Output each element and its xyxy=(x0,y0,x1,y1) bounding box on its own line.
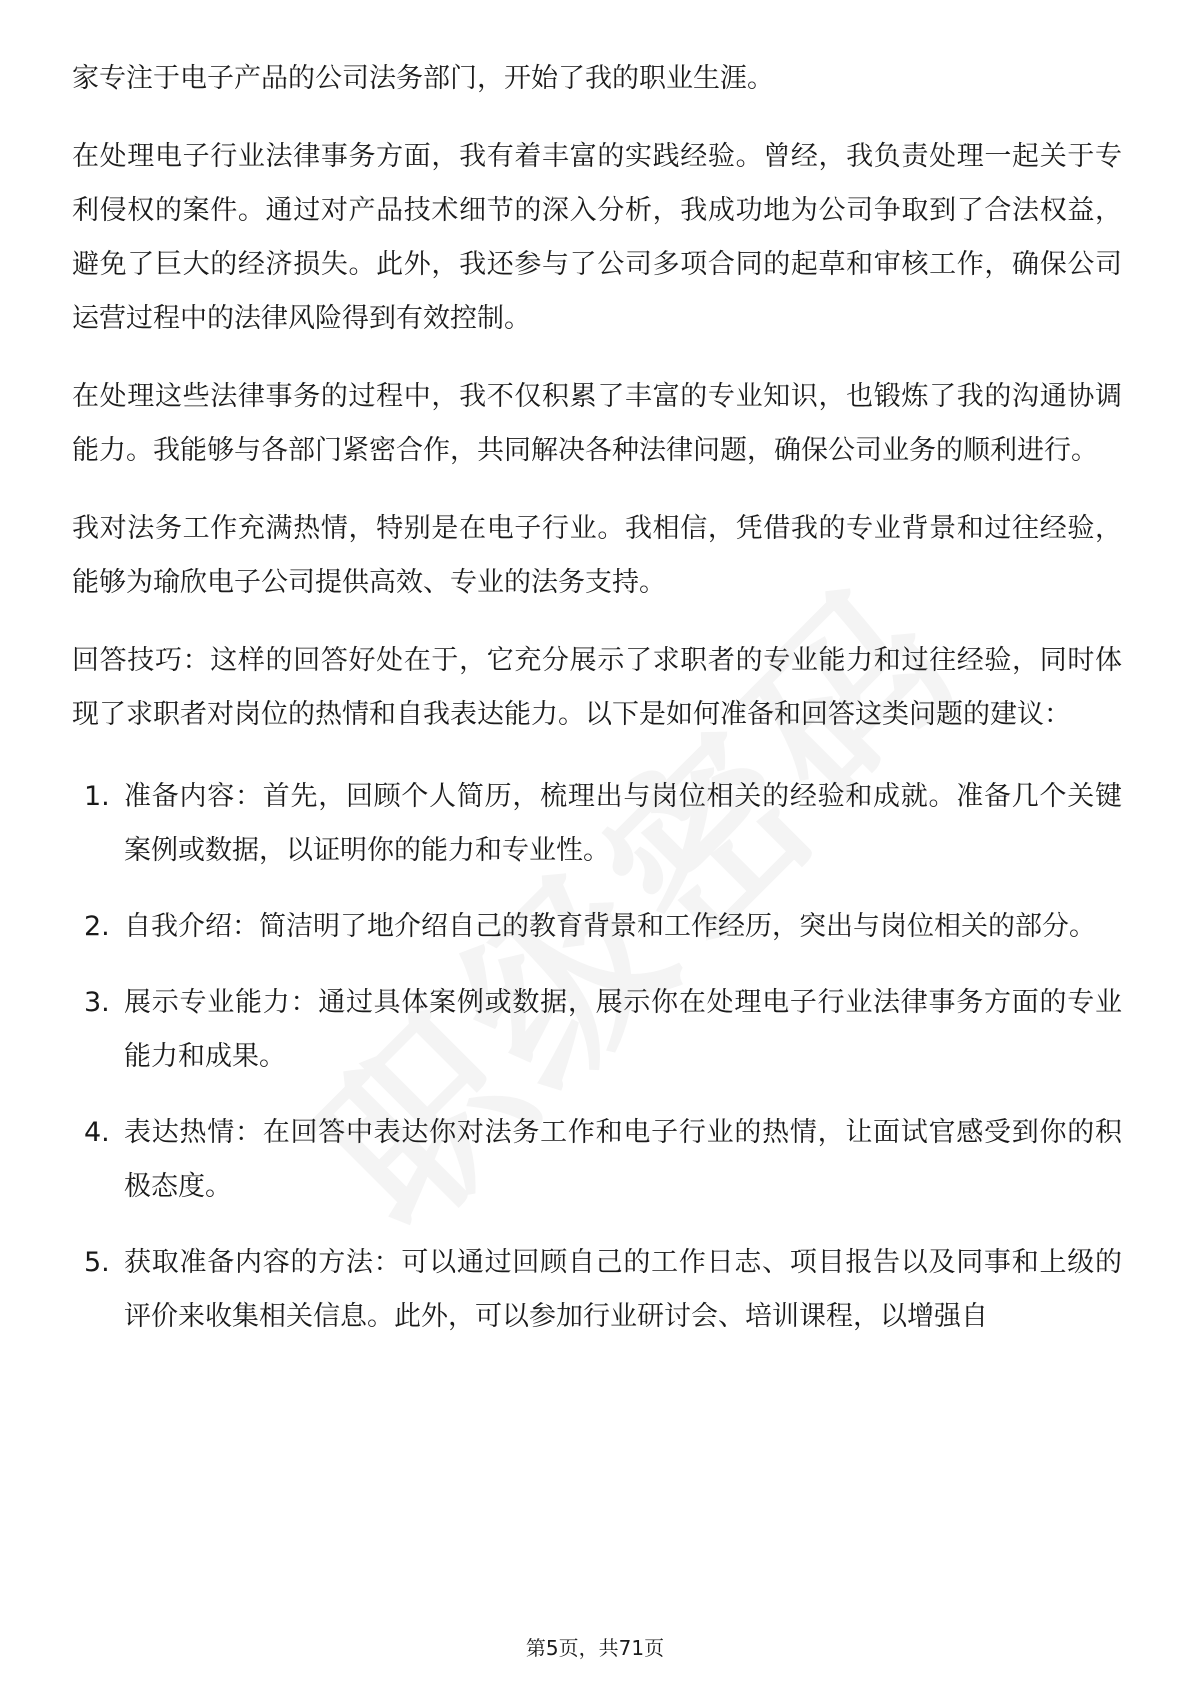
paragraph: 家专注于电子产品的公司法务部门，开始了我的职业生涯。 xyxy=(72,63,774,94)
list-number: 2. xyxy=(84,911,110,942)
list-number: 5. xyxy=(84,1247,110,1278)
tips-list xyxy=(72,770,1122,1344)
list-text: 展示专业能力：通过具体案例或数据，展示你在处理电子行业法律事务方面的专业能力和成果。 xyxy=(124,987,1122,1072)
list-item xyxy=(72,1106,1122,1214)
list-text: 准备内容：首先，回顾个人简历，梳理出与岗位相关的经验和成就。准备几个关键案例或数据，以证明你的能力和专业性。 xyxy=(124,781,1122,866)
list-text: 表达热情：在回答中表达你对法务工作和电子行业的热情，让面试官感受到你的积极态度。 xyxy=(124,1117,1122,1202)
list-text: 获取准备内容的方法：可以通过回顾自己的工作日志、项目报告以及同事和上级的评价来收集相关信息。此外，可以参加行业研讨会、培训课程，以增强自 xyxy=(124,1247,1122,1332)
list-number: 3. xyxy=(84,987,110,1018)
list-item xyxy=(72,976,1122,1084)
paragraph: 在处理电子行业法律事务方面，我有着丰富的实践经验。曾经，我负责处理一起关于专利侵权的案件。通过对产品技术细节的深入分析，我成功地为公司争取到了合法权益，避免了巨大的经济损失。此外，我还参与了公司多项合同的起草和审核工作，确保公司运营过程中的法律风险得到有效控制。 xyxy=(72,141,1122,334)
paragraph: 回答技巧：这样的回答好处在于，它充分展示了求职者的专业能力和过往经验，同时体现了求职者对岗位的热情和自我表达能力。以下是如何准备和回答这类问题的建议： xyxy=(72,645,1122,730)
list-number: 1. xyxy=(84,781,110,812)
paragraph: 我对法务工作充满热情，特别是在电子行业。我相信，凭借我的专业背景和过往经验，能够为瑜欣电子公司提供高效、专业的法务支持。 xyxy=(72,513,1122,598)
list-item xyxy=(72,770,1122,878)
page-footer: 第5页，共71页 xyxy=(525,1636,665,1660)
list-text: 自我介绍：简洁明了地介绍自己的教育背景和工作经历，突出与岗位相关的部分。 xyxy=(124,911,1096,942)
list-item xyxy=(72,900,1122,954)
list-number: 4. xyxy=(84,1117,110,1148)
document-body xyxy=(72,52,1122,1344)
paragraph: 在处理这些法律事务的过程中，我不仅积累了丰富的专业知识，也锻炼了我的沟通协调能力。我能够与各部门紧密合作，共同解决各种法律问题，确保公司业务的顺利进行。 xyxy=(72,381,1122,466)
list-item xyxy=(72,1236,1122,1344)
